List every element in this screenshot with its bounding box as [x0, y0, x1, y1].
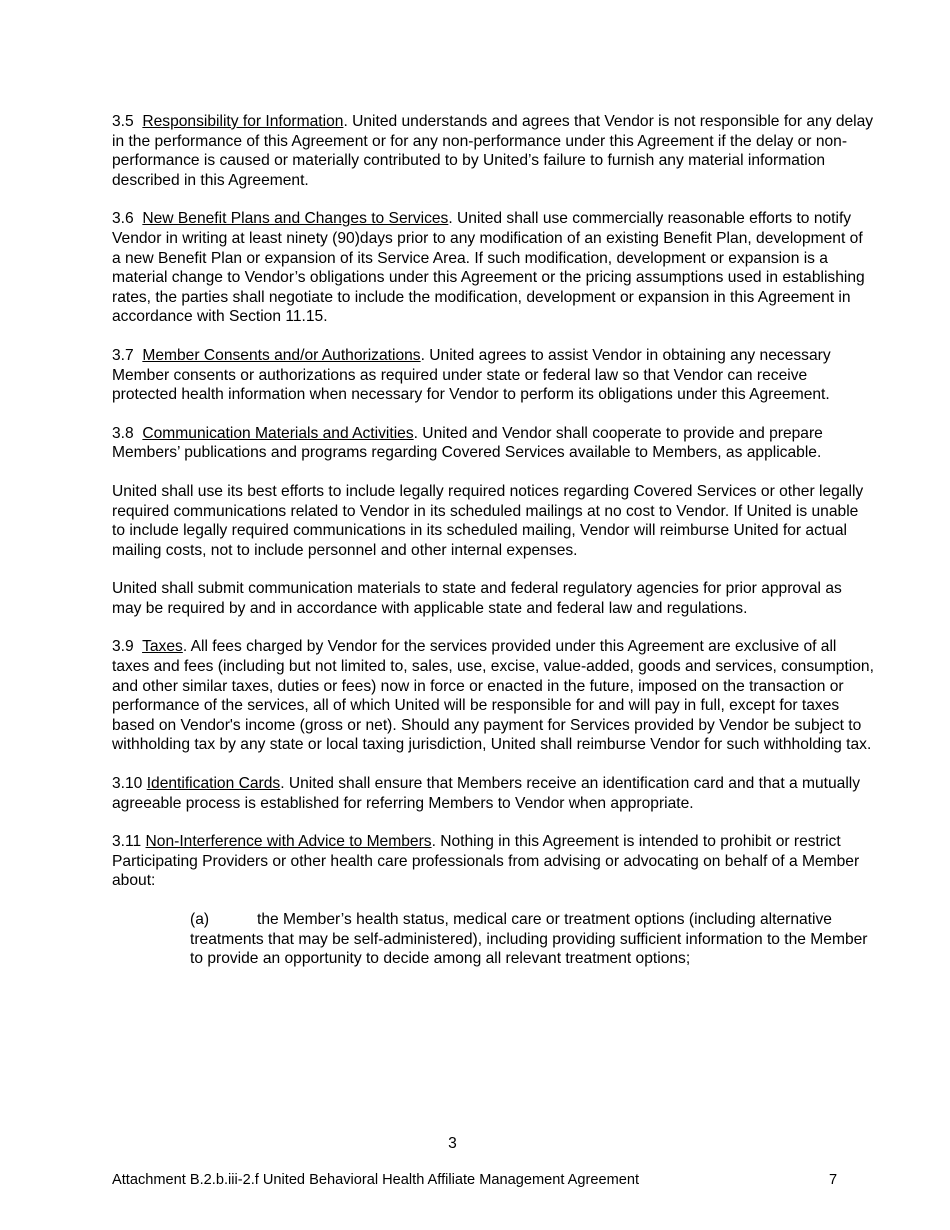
section-number: 3.6	[112, 210, 134, 228]
section-3-8	[112, 424, 874, 463]
section-3-9	[112, 637, 874, 755]
section-3-5	[112, 112, 874, 190]
section-text: . Nothing in this Agreement is intended to prohibit or restrict Participating Providers or other health care professionals from advising or advocating on behalf of a Member about:	[112, 833, 860, 890]
section-3-11	[112, 832, 874, 891]
footer-text: Attachment B.2.b.iii-2.f United Behavioral Health Affiliate Management Agreement	[112, 1172, 640, 1188]
section-3-6	[112, 209, 874, 327]
section-title: Communication Materials and Activities	[142, 424, 414, 442]
section-text: . United shall use commercially reasonable efforts to notify Vendor in writing at least ninety (90)days prior to any modification of an existing Benefit Plan, development of a new Benefit Plan or expansion of its Service Area. If such modification, development or expansion is a material change to Vendor’s obligations under this Agreement or the pricing assumptions used in establishing rates, the parties shall negotiate to include the modification, development or expansion in this Agreement in accordance with Section 11.15.	[112, 210, 865, 326]
section-number: 3.8	[112, 424, 134, 442]
section-number: 3.9	[112, 638, 134, 656]
mailings-paragraph: United shall use its best efforts to include legally required notices regarding Covered Services or other legally required communications related to Vendor in its scheduled mailings at no cost to Vendor. If United is unable to include legally required communications in its scheduled mailing, Vendor will reimburse United for actual mailing costs, not to include personnel and other internal expenses.	[112, 482, 864, 559]
section-text: . United understands and agrees that Vendor is not responsible for any delay in the performance of this Agreement or for any non-performance under this Agreement if the delay or non-performance is caused or materially contributed to by United’s failure to furnish any material information described in this Agreement.	[112, 113, 874, 189]
subitem-a	[190, 910, 874, 969]
section-title: Identification Cards	[146, 775, 281, 793]
section-3-7	[112, 346, 874, 405]
section-number: 3.11	[112, 833, 142, 851]
section-number: 3.10	[112, 775, 143, 793]
section-title: Non-Interference with Advice to Members	[145, 833, 432, 851]
section-number: 3.5	[112, 113, 134, 130]
section-text: . United agrees to assist Vendor in obtaining any necessary Member consents or authorizations as required under state or federal law so that Vendor can receive protected health information when necessary for Vendor to perform its obligations under this Agreement.	[112, 346, 831, 404]
section-title: New Benefit Plans and Changes to Services	[142, 210, 449, 228]
section-3-10	[112, 774, 874, 813]
section-number: 3.7	[112, 346, 134, 364]
subitem-text: the Member’s health status, medical care or treatment options (including alternative treatments that may be self-administered), including providing sufficient information to the Member to provide an opportunity to decide among all relevant treatment options;	[190, 911, 868, 968]
section-title: Taxes	[142, 638, 183, 656]
section-title: Responsibility for Information	[142, 113, 344, 130]
regulatory-approval-paragraph: United shall submit communication materials to state and federal regulatory agencies for prior approval as may be required by and in accordance with applicable state and federal law and regulations.	[112, 580, 842, 617]
footer-page-number: 7	[829, 1172, 838, 1188]
page-number: 3	[448, 1135, 457, 1152]
document-body	[112, 112, 874, 988]
section-text: . All fees charged by Vendor for the services provided under this Agreement are exclusive of all taxes and fees (including but not limited to, sales, use, excise, value-added, goods and services, consumption, and other similar taxes, duties or fees) now in force or enacted in the future, imposed on the transaction or performance of the services, all of which United will be responsible for and will pay in full, except for taxes based on Vendor's income (gross or net). Should any payment for Services provided by Vendor be subject to withholding tax by any state or local taxing jurisdiction, United shall reimburse Vendor for such withholding tax.	[112, 638, 874, 754]
section-text: . United shall ensure that Members receive an identification card and that a mutually agreeable process is established for referring Members to Vendor when appropriate.	[112, 775, 861, 812]
subitem-label: (a)	[190, 911, 210, 928]
section-text: . United and Vendor shall cooperate to provide and prepare Members’ publications and programs regarding Covered Services available to Members, as applicable.	[112, 424, 823, 462]
section-title: Member Consents and/or Authorizations	[142, 346, 421, 364]
